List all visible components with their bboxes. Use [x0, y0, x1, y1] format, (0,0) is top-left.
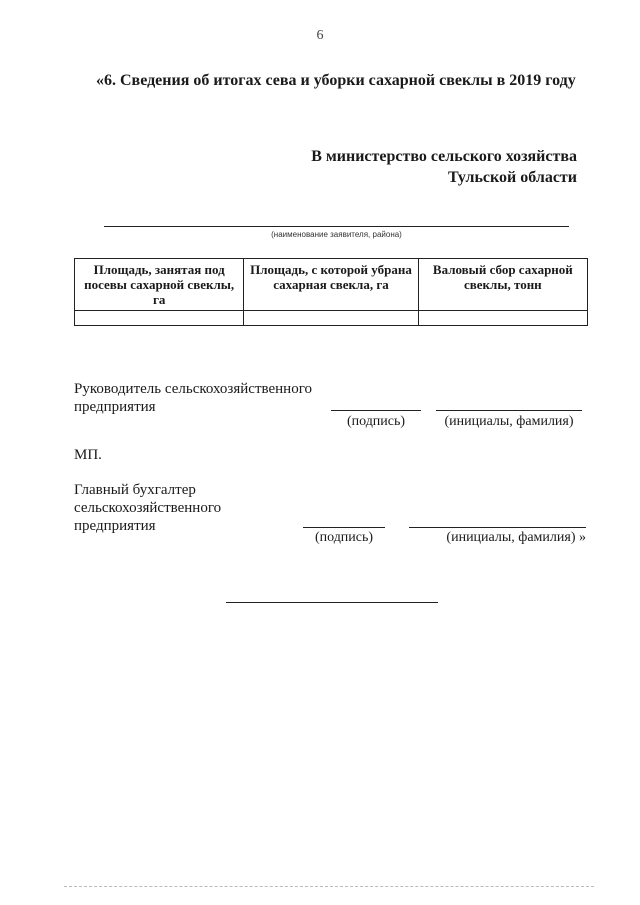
page-number: 6: [316, 28, 324, 43]
header-harvested-area: Площадь, с которой убрана сахарная свекла, га: [244, 259, 418, 311]
cell-sown-area[interactable]: [75, 311, 244, 326]
accountant-label: [74, 481, 221, 535]
table-header-row: [75, 259, 588, 311]
director-label-line-1: Руководитель сельскохозяйственного: [74, 381, 312, 397]
director-label-line-2: предприятия: [74, 399, 156, 415]
scan-edge-divider: [64, 886, 594, 887]
stamp-placeholder: МП.: [74, 447, 102, 463]
director-name-line[interactable]: [436, 410, 582, 411]
director-signature-caption: (подпись): [346, 414, 406, 429]
accountant-label-line-2: сельскохозяйственного: [74, 500, 222, 516]
accountant-name-caption: (инициалы, фамилия) »: [446, 530, 586, 545]
table-row: [75, 311, 588, 326]
addressee-block: [311, 146, 577, 188]
sugar-beet-table: [74, 258, 588, 326]
section-heading: «6. Сведения об итогах сева и уборки сахарной свеклы в 2019 году: [96, 72, 576, 89]
accountant-signature-caption: (подпись): [314, 530, 374, 545]
director-name-caption: (инициалы, фамилия): [444, 414, 574, 429]
accountant-label-line-3: предприятия: [74, 518, 156, 534]
cell-harvested-area[interactable]: [244, 311, 418, 326]
director-signature-line[interactable]: [331, 410, 421, 411]
header-sown-area: Площадь, занятая под посевы сахарной свеклы, га: [75, 259, 244, 311]
cell-gross-yield[interactable]: [418, 311, 587, 326]
applicant-caption: (наименование заявителя, района): [271, 230, 402, 239]
director-label: [74, 380, 312, 416]
addressee-line-1: В министерство сельского хозяйства: [311, 148, 577, 165]
addressee-line-2: Тульской области: [448, 169, 577, 186]
closing-divider: [226, 602, 438, 603]
accountant-name-line[interactable]: [409, 527, 586, 528]
header-gross-yield: Валовый сбор сахарной свеклы, тонн: [418, 259, 587, 311]
accountant-signature-line[interactable]: [303, 527, 385, 528]
applicant-fill-line[interactable]: [104, 226, 569, 227]
accountant-label-line-1: Главный бухгалтер: [74, 482, 196, 498]
